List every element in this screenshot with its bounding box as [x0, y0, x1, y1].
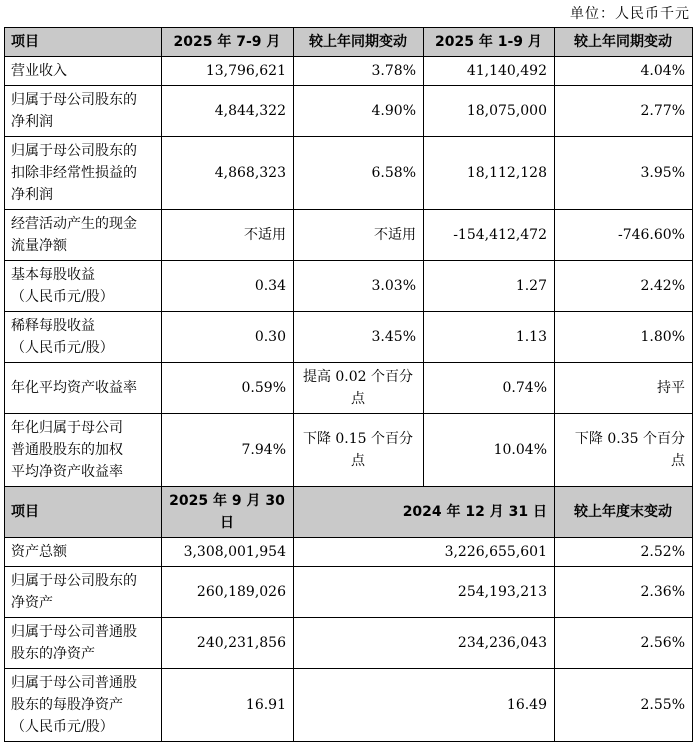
table-header-row	[5, 487, 693, 538]
prior-value-cell: 234,236,043	[294, 618, 555, 669]
table-row	[5, 57, 693, 86]
q3-value-cell: 4,844,322	[162, 86, 294, 137]
row-label-line: 普通股股东的加权	[11, 442, 123, 458]
current-value-cell: 3,308,001,954	[162, 538, 294, 567]
row-label-line: 归属于母公司普通股	[11, 675, 137, 691]
ytd-value-cell: 0.74%	[424, 363, 555, 414]
current-value-cell: 16.91	[162, 669, 294, 742]
row-label-cell	[5, 312, 162, 363]
row-label-cell	[5, 618, 162, 669]
row-label-cell	[5, 669, 162, 742]
prior-value-cell: 16.49	[294, 669, 555, 742]
table-row	[5, 86, 693, 137]
row-label-line: 平均净资产收益率	[11, 464, 123, 480]
ytd-value-cell: 18,075,000	[424, 86, 555, 137]
ytd-change-cell: 2.77%	[555, 86, 693, 137]
unit-label: 单位：人民币千元	[570, 6, 690, 22]
q3-value-cell: 13,796,621	[162, 57, 294, 86]
column-header: 2025 年 7-9 月	[162, 28, 294, 57]
table-row	[5, 363, 693, 414]
current-value-cell: 240,231,856	[162, 618, 294, 669]
row-label-line: 股东的净资产	[11, 646, 95, 662]
financial-data-table	[4, 27, 693, 742]
row-label-line: 经营活动产生的现金	[11, 216, 137, 232]
ytd-value-cell: 18,112,128	[424, 137, 555, 210]
q3-change-cell: 4.90%	[294, 86, 424, 137]
ytd-change-cell: -746.60%	[555, 210, 693, 261]
row-label-cell	[5, 567, 162, 618]
column-header: 2025 年 1-9 月	[424, 28, 555, 57]
row-label-line: 稀释每股收益	[11, 318, 95, 334]
column-header: 较上年同期变动	[555, 28, 693, 57]
ytd-change-cell: 持平	[555, 363, 693, 414]
column-header: 项目	[5, 28, 162, 57]
row-label-cell	[5, 210, 162, 261]
row-label-line: 净利润	[11, 114, 53, 130]
current-value-cell: 260,189,026	[162, 567, 294, 618]
table-row	[5, 312, 693, 363]
row-label-line: 扣除非经常性损益的	[11, 165, 137, 181]
ytd-change-cell: 2.42%	[555, 261, 693, 312]
column-header: 2025 年 9 月 30 日	[162, 487, 294, 538]
row-label-line: 流量净额	[11, 238, 67, 254]
row-label-line: 归属于母公司普通股	[11, 624, 137, 640]
row-label-cell	[5, 363, 162, 414]
q3-change-cell: 提高 0.02 个百分点	[294, 363, 424, 414]
row-label-cell	[5, 261, 162, 312]
q3-value-cell: 0.30	[162, 312, 294, 363]
row-label-line: 年化归属于母公司	[11, 420, 123, 436]
q3-value-cell: 0.34	[162, 261, 294, 312]
q3-change-cell: 6.58%	[294, 137, 424, 210]
change-cell: 2.55%	[555, 669, 693, 742]
row-label-cell	[5, 57, 162, 86]
table-row	[5, 669, 693, 742]
ytd-change-cell: 3.95%	[555, 137, 693, 210]
q3-change-cell: 3.45%	[294, 312, 424, 363]
ytd-value-cell: -154,412,472	[424, 210, 555, 261]
row-label-line: 股东的每股净资产	[11, 697, 123, 713]
row-label-line: 归属于母公司股东的	[11, 573, 137, 589]
prior-value-cell: 3,226,655,601	[294, 538, 555, 567]
row-label-cell	[5, 137, 162, 210]
row-label-line: 资产总额	[11, 544, 67, 560]
ytd-change-cell: 下降 0.35 个百分点	[555, 414, 693, 487]
row-label-line: （人民币元/股）	[11, 340, 114, 356]
prior-value-cell: 254,193,213	[294, 567, 555, 618]
row-label-line: 归属于母公司股东的	[11, 143, 137, 159]
table-row	[5, 261, 693, 312]
q3-change-cell: 3.78%	[294, 57, 424, 86]
row-label-line: 年化平均资产收益率	[11, 380, 137, 396]
row-label-line: （人民币元/股）	[11, 289, 114, 305]
row-label-cell	[5, 86, 162, 137]
q3-value-cell: 4,868,323	[162, 137, 294, 210]
row-label-line: 净利润	[11, 187, 53, 203]
column-header: 较上年度末变动	[555, 487, 693, 538]
column-header: 较上年同期变动	[294, 28, 424, 57]
ytd-change-cell: 4.04%	[555, 57, 693, 86]
row-label-line: 净资产	[11, 595, 53, 611]
q3-change-cell: 不适用	[294, 210, 424, 261]
q3-value-cell: 不适用	[162, 210, 294, 261]
row-label-line: （人民币元/股）	[11, 719, 114, 735]
table-row	[5, 210, 693, 261]
ytd-change-cell: 1.80%	[555, 312, 693, 363]
q3-value-cell: 7.94%	[162, 414, 294, 487]
column-header: 2024 年 12 月 31 日	[294, 487, 555, 538]
column-header: 项目	[5, 487, 162, 538]
row-label-line: 营业收入	[11, 63, 67, 79]
q3-change-cell: 下降 0.15 个百分点	[294, 414, 424, 487]
ytd-value-cell: 1.27	[424, 261, 555, 312]
change-cell: 2.52%	[555, 538, 693, 567]
change-cell: 2.56%	[555, 618, 693, 669]
row-label-cell	[5, 414, 162, 487]
table-row	[5, 538, 693, 567]
table-header-row	[5, 28, 693, 57]
q3-value-cell: 0.59%	[162, 363, 294, 414]
row-label-cell	[5, 538, 162, 567]
row-label-line: 基本每股收益	[11, 267, 95, 283]
row-label-line: 归属于母公司股东的	[11, 92, 137, 108]
ytd-value-cell: 10.04%	[424, 414, 555, 487]
table-row	[5, 137, 693, 210]
change-cell: 2.36%	[555, 567, 693, 618]
table-row	[5, 567, 693, 618]
ytd-value-cell: 1.13	[424, 312, 555, 363]
table-row	[5, 414, 693, 487]
q3-change-cell: 3.03%	[294, 261, 424, 312]
ytd-value-cell: 41,140,492	[424, 57, 555, 86]
table-row	[5, 618, 693, 669]
